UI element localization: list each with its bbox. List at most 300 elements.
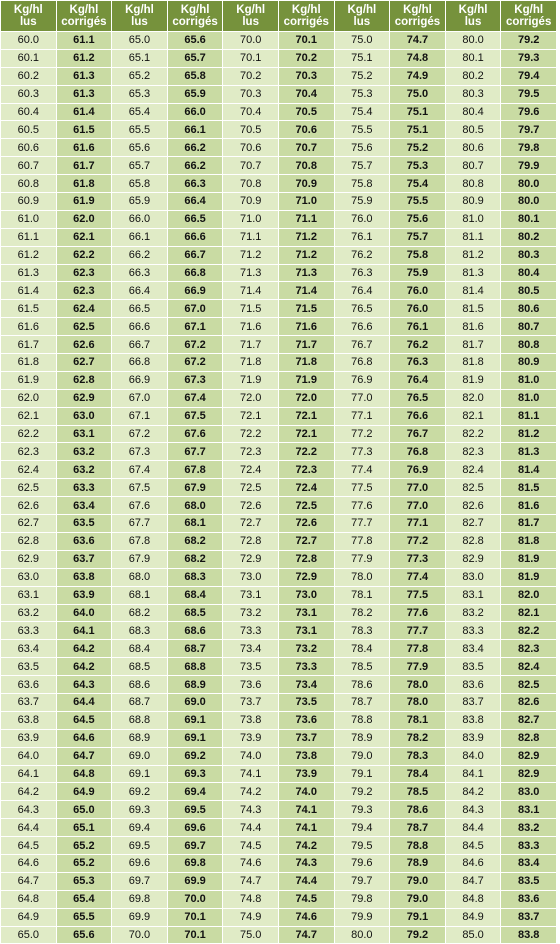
cell-read-value: 73.4 xyxy=(223,640,279,658)
cell-corrected-value: 74.3 xyxy=(278,854,334,872)
cell-corrected-value: 68.7 xyxy=(167,640,223,658)
cell-corrected-value: 81.4 xyxy=(501,461,557,479)
cell-read-value: 81.6 xyxy=(445,318,501,336)
cell-read-value: 76.1 xyxy=(334,228,390,246)
cell-corrected-value: 79.3 xyxy=(501,49,557,67)
header-corrected xyxy=(390,1,446,32)
table-row xyxy=(1,765,557,783)
header-line: Kg/hl xyxy=(69,4,99,16)
cell-corrected-value: 71.0 xyxy=(278,193,334,211)
cell-read-value: 74.6 xyxy=(223,854,279,872)
cell-corrected-value: 69.3 xyxy=(167,765,223,783)
cell-read-value: 74.5 xyxy=(223,837,279,855)
header-read xyxy=(334,1,390,32)
table-row xyxy=(1,425,557,443)
cell-read-value: 66.6 xyxy=(112,318,168,336)
cell-corrected-value: 66.2 xyxy=(167,139,223,157)
cell-corrected-value: 64.3 xyxy=(56,676,112,694)
cell-read-value: 67.2 xyxy=(112,425,168,443)
cell-read-value: 83.9 xyxy=(445,729,501,747)
cell-corrected-value: 66.9 xyxy=(167,282,223,300)
cell-read-value: 61.5 xyxy=(1,300,57,318)
cell-corrected-value: 63.2 xyxy=(56,443,112,461)
cell-read-value: 60.0 xyxy=(1,32,57,50)
cell-corrected-value: 70.2 xyxy=(278,49,334,67)
cell-corrected-value: 61.4 xyxy=(56,103,112,121)
cell-read-value: 81.9 xyxy=(445,371,501,389)
cell-corrected-value: 66.6 xyxy=(167,228,223,246)
cell-read-value: 75.0 xyxy=(334,32,390,50)
cell-corrected-value: 65.6 xyxy=(56,926,112,944)
cell-corrected-value: 82.3 xyxy=(501,640,557,658)
cell-corrected-value: 71.2 xyxy=(278,246,334,264)
cell-corrected-value: 66.8 xyxy=(167,264,223,282)
cell-read-value: 63.8 xyxy=(1,711,57,729)
table-row xyxy=(1,604,557,622)
cell-read-value: 72.0 xyxy=(223,389,279,407)
cell-read-value: 80.5 xyxy=(445,121,501,139)
cell-read-value: 73.9 xyxy=(223,729,279,747)
cell-corrected-value: 80.0 xyxy=(501,175,557,193)
cell-corrected-value: 63.5 xyxy=(56,515,112,533)
table-row xyxy=(1,676,557,694)
cell-corrected-value: 67.3 xyxy=(167,371,223,389)
table-row xyxy=(1,49,557,67)
cell-corrected-value: 66.2 xyxy=(167,157,223,175)
cell-read-value: 72.9 xyxy=(223,550,279,568)
cell-corrected-value: 64.5 xyxy=(56,711,112,729)
cell-read-value: 81.2 xyxy=(445,246,501,264)
cell-corrected-value: 76.7 xyxy=(390,425,446,443)
cell-corrected-value: 70.4 xyxy=(278,85,334,103)
cell-corrected-value: 80.9 xyxy=(501,354,557,372)
cell-read-value: 72.3 xyxy=(223,443,279,461)
cell-corrected-value: 66.7 xyxy=(167,246,223,264)
cell-read-value: 82.7 xyxy=(445,515,501,533)
cell-read-value: 78.8 xyxy=(334,711,390,729)
cell-corrected-value: 83.8 xyxy=(501,926,557,944)
cell-corrected-value: 75.0 xyxy=(390,85,446,103)
header-corrected xyxy=(278,1,334,32)
header-corrected xyxy=(501,1,557,32)
cell-corrected-value: 67.4 xyxy=(167,389,223,407)
table-row xyxy=(1,389,557,407)
cell-corrected-value: 70.8 xyxy=(278,157,334,175)
cell-read-value: 82.8 xyxy=(445,532,501,550)
table-row xyxy=(1,336,557,354)
cell-corrected-value: 76.9 xyxy=(390,461,446,479)
cell-read-value: 74.3 xyxy=(223,801,279,819)
cell-read-value: 67.0 xyxy=(112,389,168,407)
cell-corrected-value: 71.5 xyxy=(278,300,334,318)
cell-read-value: 62.9 xyxy=(1,550,57,568)
cell-read-value: 70.5 xyxy=(223,121,279,139)
table-row xyxy=(1,407,557,425)
cell-read-value: 78.2 xyxy=(334,604,390,622)
cell-read-value: 83.1 xyxy=(445,586,501,604)
cell-corrected-value: 79.0 xyxy=(390,890,446,908)
table-row xyxy=(1,890,557,908)
cell-corrected-value: 65.4 xyxy=(56,890,112,908)
table-row xyxy=(1,318,557,336)
cell-read-value: 60.8 xyxy=(1,175,57,193)
cell-corrected-value: 65.0 xyxy=(56,801,112,819)
cell-corrected-value: 78.7 xyxy=(390,819,446,837)
cell-corrected-value: 76.8 xyxy=(390,443,446,461)
cell-corrected-value: 62.1 xyxy=(56,228,112,246)
cell-corrected-value: 82.7 xyxy=(501,711,557,729)
cell-read-value: 80.1 xyxy=(445,49,501,67)
cell-read-value: 77.6 xyxy=(334,497,390,515)
cell-read-value: 67.5 xyxy=(112,479,168,497)
cell-corrected-value: 72.1 xyxy=(278,425,334,443)
table-row xyxy=(1,175,557,193)
cell-read-value: 69.3 xyxy=(112,801,168,819)
cell-corrected-value: 70.9 xyxy=(278,175,334,193)
cell-read-value: 83.6 xyxy=(445,676,501,694)
cell-read-value: 84.3 xyxy=(445,801,501,819)
cell-corrected-value: 69.6 xyxy=(167,819,223,837)
cell-read-value: 60.5 xyxy=(1,121,57,139)
cell-corrected-value: 73.3 xyxy=(278,658,334,676)
cell-corrected-value: 65.5 xyxy=(56,908,112,926)
header-line: Kg/hl xyxy=(291,4,321,16)
cell-read-value: 66.7 xyxy=(112,336,168,354)
cell-corrected-value: 62.3 xyxy=(56,264,112,282)
cell-read-value: 77.0 xyxy=(334,389,390,407)
cell-corrected-value: 62.3 xyxy=(56,282,112,300)
cell-corrected-value: 83.4 xyxy=(501,854,557,872)
cell-read-value: 71.5 xyxy=(223,300,279,318)
cell-read-value: 65.6 xyxy=(112,139,168,157)
cell-read-value: 67.4 xyxy=(112,461,168,479)
table-row xyxy=(1,622,557,640)
cell-corrected-value: 70.1 xyxy=(278,32,334,50)
header-line: Kg/hl xyxy=(13,4,43,16)
cell-corrected-value: 62.8 xyxy=(56,371,112,389)
cell-corrected-value: 73.8 xyxy=(278,747,334,765)
cell-corrected-value: 80.1 xyxy=(501,210,557,228)
cell-read-value: 62.3 xyxy=(1,443,57,461)
cell-corrected-value: 81.9 xyxy=(501,568,557,586)
cell-corrected-value: 67.2 xyxy=(167,354,223,372)
cell-corrected-value: 64.2 xyxy=(56,640,112,658)
cell-corrected-value: 83.7 xyxy=(501,908,557,926)
header-read xyxy=(112,1,168,32)
table-row xyxy=(1,693,557,711)
cell-corrected-value: 63.9 xyxy=(56,586,112,604)
cell-corrected-value: 67.1 xyxy=(167,318,223,336)
cell-corrected-value: 68.2 xyxy=(167,532,223,550)
cell-corrected-value: 81.7 xyxy=(501,515,557,533)
cell-read-value: 68.8 xyxy=(112,711,168,729)
cell-corrected-value: 83.3 xyxy=(501,837,557,855)
cell-corrected-value: 80.8 xyxy=(501,336,557,354)
cell-read-value: 62.2 xyxy=(1,425,57,443)
cell-read-value: 62.8 xyxy=(1,532,57,550)
cell-read-value: 66.0 xyxy=(112,210,168,228)
cell-read-value: 76.6 xyxy=(334,318,390,336)
cell-read-value: 84.0 xyxy=(445,747,501,765)
cell-read-value: 66.8 xyxy=(112,354,168,372)
cell-corrected-value: 82.0 xyxy=(501,586,557,604)
cell-corrected-value: 73.5 xyxy=(278,693,334,711)
cell-read-value: 64.4 xyxy=(1,819,57,837)
cell-read-value: 75.8 xyxy=(334,175,390,193)
cell-corrected-value: 67.8 xyxy=(167,461,223,479)
cell-corrected-value: 61.8 xyxy=(56,175,112,193)
cell-read-value: 66.9 xyxy=(112,371,168,389)
cell-corrected-value: 66.0 xyxy=(167,103,223,121)
cell-read-value: 82.1 xyxy=(445,407,501,425)
cell-read-value: 67.8 xyxy=(112,532,168,550)
cell-read-value: 80.0 xyxy=(445,32,501,50)
cell-corrected-value: 81.1 xyxy=(501,407,557,425)
cell-read-value: 81.5 xyxy=(445,300,501,318)
cell-corrected-value: 65.3 xyxy=(56,872,112,890)
cell-read-value: 67.7 xyxy=(112,515,168,533)
cell-read-value: 60.3 xyxy=(1,85,57,103)
cell-corrected-value: 62.6 xyxy=(56,336,112,354)
cell-read-value: 78.3 xyxy=(334,622,390,640)
cell-read-value: 84.1 xyxy=(445,765,501,783)
cell-read-value: 75.7 xyxy=(334,157,390,175)
cell-read-value: 66.4 xyxy=(112,282,168,300)
cell-corrected-value: 68.2 xyxy=(167,550,223,568)
cell-read-value: 69.7 xyxy=(112,872,168,890)
table-row xyxy=(1,282,557,300)
cell-corrected-value: 68.5 xyxy=(167,604,223,622)
cell-corrected-value: 74.0 xyxy=(278,783,334,801)
cell-read-value: 74.2 xyxy=(223,783,279,801)
cell-corrected-value: 83.6 xyxy=(501,890,557,908)
cell-read-value: 64.1 xyxy=(1,765,57,783)
cell-corrected-value: 72.4 xyxy=(278,479,334,497)
cell-corrected-value: 67.6 xyxy=(167,425,223,443)
cell-read-value: 76.2 xyxy=(334,246,390,264)
table-row xyxy=(1,193,557,211)
cell-read-value: 72.5 xyxy=(223,479,279,497)
cell-corrected-value: 82.1 xyxy=(501,604,557,622)
cell-read-value: 64.5 xyxy=(1,837,57,855)
cell-read-value: 70.7 xyxy=(223,157,279,175)
cell-corrected-value: 67.9 xyxy=(167,479,223,497)
cell-corrected-value: 67.2 xyxy=(167,336,223,354)
cell-corrected-value: 67.7 xyxy=(167,443,223,461)
cell-corrected-value: 79.2 xyxy=(390,926,446,944)
cell-corrected-value: 78.9 xyxy=(390,854,446,872)
table-row xyxy=(1,711,557,729)
cell-corrected-value: 69.2 xyxy=(167,747,223,765)
cell-corrected-value: 79.8 xyxy=(501,139,557,157)
cell-read-value: 81.0 xyxy=(445,210,501,228)
table-row xyxy=(1,461,557,479)
cell-corrected-value: 68.8 xyxy=(167,658,223,676)
cell-read-value: 81.3 xyxy=(445,264,501,282)
cell-corrected-value: 72.5 xyxy=(278,497,334,515)
cell-corrected-value: 78.3 xyxy=(390,747,446,765)
cell-corrected-value: 79.6 xyxy=(501,103,557,121)
cell-read-value: 63.2 xyxy=(1,604,57,622)
cell-read-value: 83.8 xyxy=(445,711,501,729)
cell-read-value: 84.5 xyxy=(445,837,501,855)
cell-read-value: 74.9 xyxy=(223,908,279,926)
cell-corrected-value: 80.5 xyxy=(501,282,557,300)
cell-read-value: 78.1 xyxy=(334,586,390,604)
cell-corrected-value: 79.9 xyxy=(501,157,557,175)
cell-corrected-value: 81.0 xyxy=(501,371,557,389)
header-line: Kg/hl xyxy=(458,4,488,16)
table-row xyxy=(1,85,557,103)
cell-read-value: 60.1 xyxy=(1,49,57,67)
cell-read-value: 76.5 xyxy=(334,300,390,318)
cell-read-value: 70.3 xyxy=(223,85,279,103)
cell-read-value: 76.8 xyxy=(334,354,390,372)
cell-read-value: 68.1 xyxy=(112,586,168,604)
cell-read-value: 71.4 xyxy=(223,282,279,300)
cell-corrected-value: 81.8 xyxy=(501,532,557,550)
cell-corrected-value: 69.7 xyxy=(167,837,223,855)
cell-corrected-value: 71.9 xyxy=(278,371,334,389)
table-row xyxy=(1,729,557,747)
cell-corrected-value: 62.0 xyxy=(56,210,112,228)
table-row xyxy=(1,837,557,855)
cell-read-value: 68.3 xyxy=(112,622,168,640)
cell-corrected-value: 73.1 xyxy=(278,622,334,640)
cell-read-value: 60.9 xyxy=(1,193,57,211)
table-row xyxy=(1,550,557,568)
cell-read-value: 70.6 xyxy=(223,139,279,157)
cell-corrected-value: 63.0 xyxy=(56,407,112,425)
table-row xyxy=(1,210,557,228)
table-row xyxy=(1,640,557,658)
cell-read-value: 62.5 xyxy=(1,479,57,497)
cell-corrected-value: 70.1 xyxy=(167,908,223,926)
cell-read-value: 68.5 xyxy=(112,658,168,676)
cell-corrected-value: 74.6 xyxy=(278,908,334,926)
cell-corrected-value: 62.9 xyxy=(56,389,112,407)
cell-read-value: 69.6 xyxy=(112,854,168,872)
cell-corrected-value: 83.1 xyxy=(501,801,557,819)
cell-read-value: 65.1 xyxy=(112,49,168,67)
cell-read-value: 77.4 xyxy=(334,461,390,479)
cell-corrected-value: 72.8 xyxy=(278,550,334,568)
cell-read-value: 80.9 xyxy=(445,193,501,211)
cell-read-value: 61.0 xyxy=(1,210,57,228)
table-row xyxy=(1,926,557,944)
cell-corrected-value: 63.7 xyxy=(56,550,112,568)
cell-read-value: 74.1 xyxy=(223,765,279,783)
cell-corrected-value: 79.0 xyxy=(390,872,446,890)
cell-corrected-value: 69.9 xyxy=(167,872,223,890)
cell-corrected-value: 82.9 xyxy=(501,765,557,783)
cell-read-value: 65.2 xyxy=(112,67,168,85)
cell-corrected-value: 80.0 xyxy=(501,193,557,211)
cell-read-value: 64.7 xyxy=(1,872,57,890)
cell-read-value: 73.8 xyxy=(223,711,279,729)
cell-corrected-value: 64.7 xyxy=(56,747,112,765)
cell-corrected-value: 76.3 xyxy=(390,354,446,372)
cell-corrected-value: 66.4 xyxy=(167,193,223,211)
cell-corrected-value: 81.9 xyxy=(501,550,557,568)
cell-corrected-value: 73.1 xyxy=(278,604,334,622)
cell-corrected-value: 81.6 xyxy=(501,497,557,515)
cell-corrected-value: 77.1 xyxy=(390,515,446,533)
cell-read-value: 84.9 xyxy=(445,908,501,926)
cell-read-value: 70.1 xyxy=(223,49,279,67)
cell-corrected-value: 63.1 xyxy=(56,425,112,443)
cell-read-value: 64.0 xyxy=(1,747,57,765)
cell-corrected-value: 82.4 xyxy=(501,658,557,676)
cell-corrected-value: 62.7 xyxy=(56,354,112,372)
cell-read-value: 82.6 xyxy=(445,497,501,515)
cell-read-value: 70.0 xyxy=(223,32,279,50)
cell-corrected-value: 75.4 xyxy=(390,175,446,193)
cell-corrected-value: 70.5 xyxy=(278,103,334,121)
cell-corrected-value: 71.4 xyxy=(278,282,334,300)
table-row xyxy=(1,783,557,801)
cell-corrected-value: 74.4 xyxy=(278,872,334,890)
cell-corrected-value: 67.0 xyxy=(167,300,223,318)
cell-corrected-value: 81.3 xyxy=(501,443,557,461)
cell-corrected-value: 73.6 xyxy=(278,711,334,729)
cell-corrected-value: 77.9 xyxy=(390,658,446,676)
cell-read-value: 77.1 xyxy=(334,407,390,425)
cell-corrected-value: 82.8 xyxy=(501,729,557,747)
cell-corrected-value: 78.5 xyxy=(390,783,446,801)
cell-read-value: 76.4 xyxy=(334,282,390,300)
cell-corrected-value: 75.3 xyxy=(390,157,446,175)
cell-corrected-value: 77.8 xyxy=(390,640,446,658)
cell-read-value: 68.2 xyxy=(112,604,168,622)
cell-read-value: 76.3 xyxy=(334,264,390,282)
cell-read-value: 70.4 xyxy=(223,103,279,121)
cell-corrected-value: 67.5 xyxy=(167,407,223,425)
cell-corrected-value: 69.4 xyxy=(167,783,223,801)
cell-corrected-value: 63.6 xyxy=(56,532,112,550)
cell-read-value: 67.6 xyxy=(112,497,168,515)
cell-corrected-value: 70.0 xyxy=(167,890,223,908)
cell-read-value: 71.9 xyxy=(223,371,279,389)
cell-read-value: 79.8 xyxy=(334,890,390,908)
cell-corrected-value: 79.5 xyxy=(501,85,557,103)
cell-corrected-value: 61.3 xyxy=(56,85,112,103)
cell-read-value: 61.3 xyxy=(1,264,57,282)
cell-read-value: 72.1 xyxy=(223,407,279,425)
cell-read-value: 84.8 xyxy=(445,890,501,908)
cell-corrected-value: 80.2 xyxy=(501,228,557,246)
table-row xyxy=(1,819,557,837)
cell-read-value: 68.0 xyxy=(112,568,168,586)
header-line: Kg/hl xyxy=(514,4,544,16)
cell-read-value: 83.7 xyxy=(445,693,501,711)
header-line: Kg/hl xyxy=(347,4,377,16)
cell-read-value: 64.9 xyxy=(1,908,57,926)
cell-read-value: 78.7 xyxy=(334,693,390,711)
cell-corrected-value: 69.5 xyxy=(167,801,223,819)
cell-read-value: 80.3 xyxy=(445,85,501,103)
cell-corrected-value: 70.6 xyxy=(278,121,334,139)
header-line: lus xyxy=(19,16,37,28)
table-row xyxy=(1,872,557,890)
cell-corrected-value: 81.5 xyxy=(501,479,557,497)
cell-read-value: 81.7 xyxy=(445,336,501,354)
cell-corrected-value: 79.7 xyxy=(501,121,557,139)
cell-corrected-value: 71.1 xyxy=(278,210,334,228)
cell-corrected-value: 75.5 xyxy=(390,193,446,211)
cell-read-value: 79.9 xyxy=(334,908,390,926)
cell-corrected-value: 63.3 xyxy=(56,479,112,497)
